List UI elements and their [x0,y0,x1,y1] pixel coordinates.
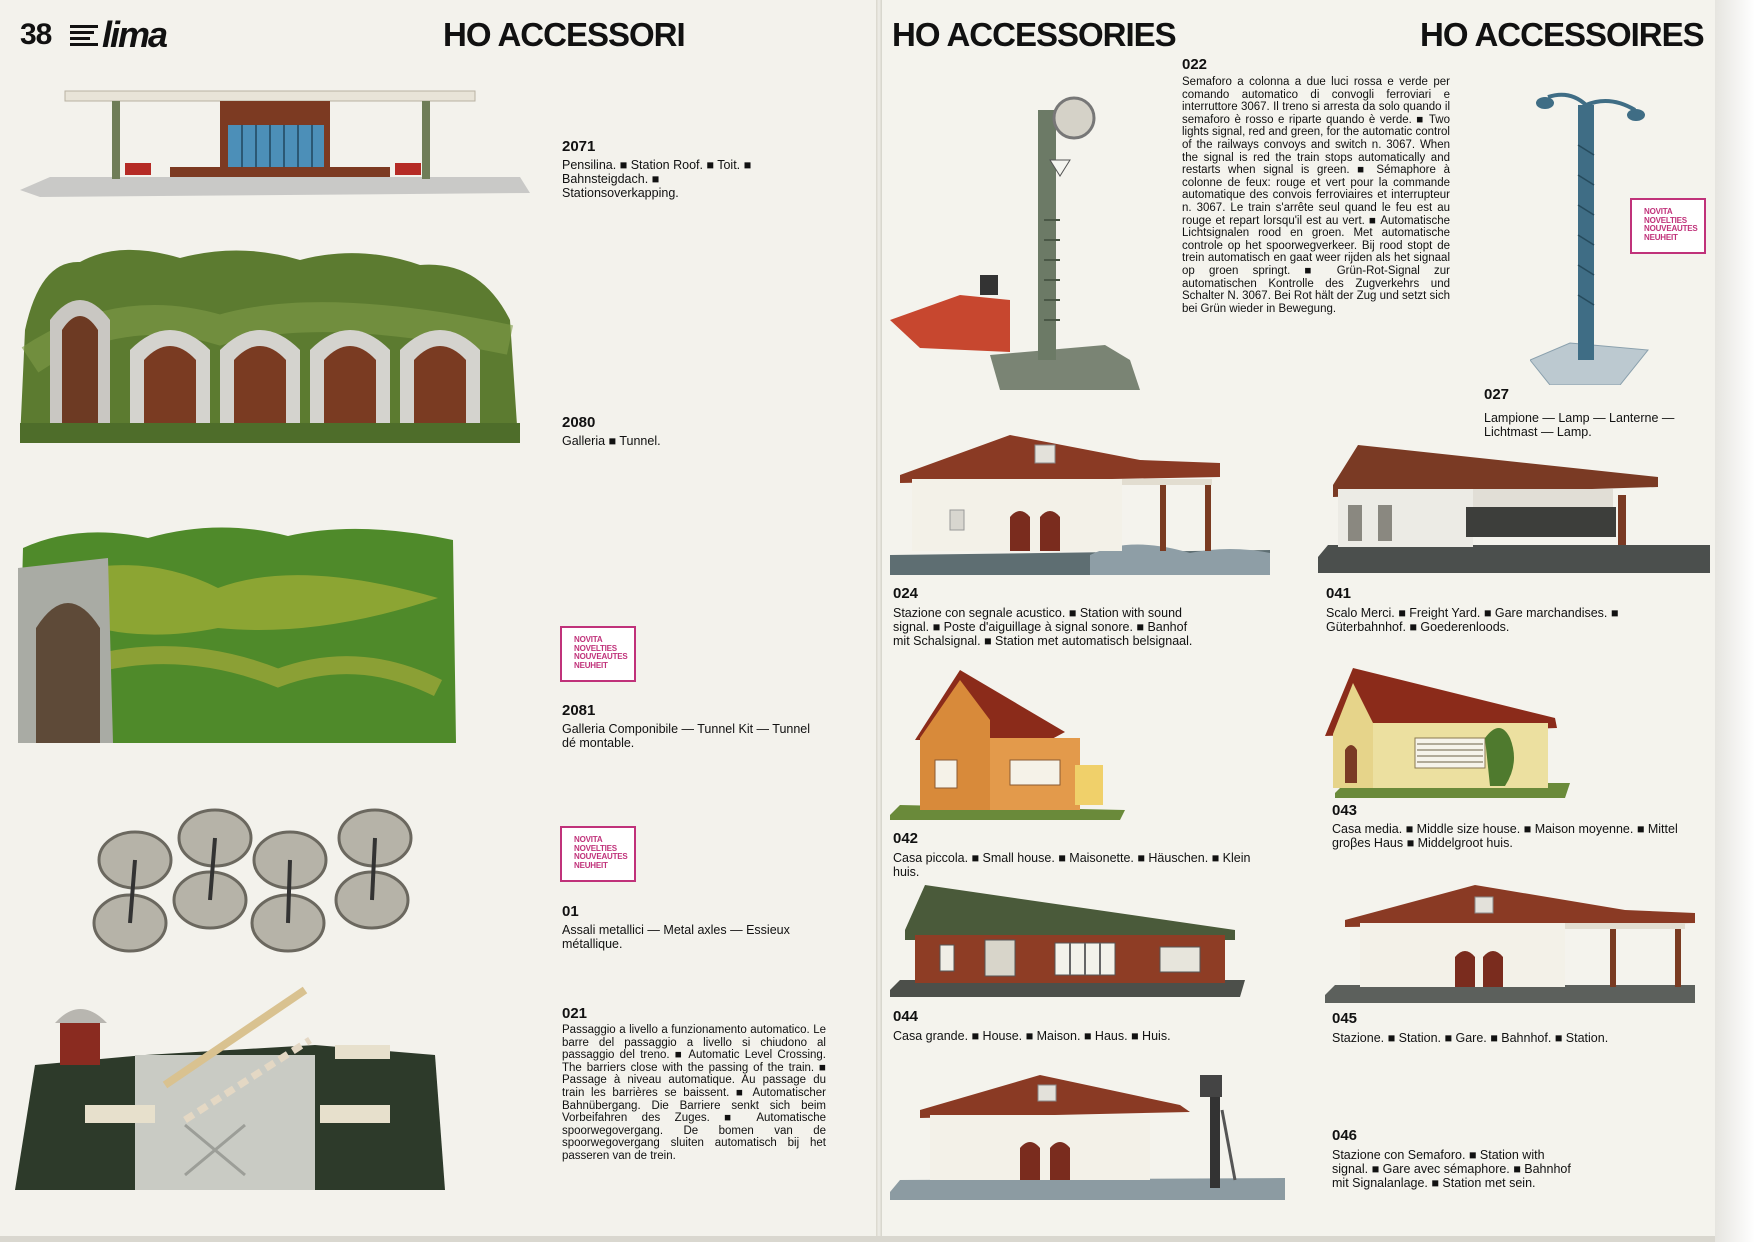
product-code-022: 022 [1182,56,1208,73]
product-image-2071 [20,85,530,200]
product-code-043: 043 [1332,802,1358,819]
product-desc-022: Semaforo a colonna a due luci rossa e verde per comando automatico di convogli ferroviari e interruttore 3067. Il treno si arresta da solo quando il semaforo è rosso e riparte quando è verde. ■ Two lights signal, red and green, for the automatic control of the railways convoys and switch n. 3067. When the signal is red the train stops automatically and restarts when signal is green. ■ Sémaphore à colonne de feux: rouge et vert pour la commande automatique des convois ferroviaires et interrupteur n. 3067. Le train s'arrête seul quand le feu est au rouge et repart lorsqu'il est au vert. ■ Automatische Lichtsignalen rood en groen. Met automatische controle op het spoorwegverkeer. Bij rood stopt de trein automatisch en gaat weer rijden als het signaal op groen springt. ■ Grün-Rot-Signal zur automatischen Kontrolle des Zugverkehrs und Schalter N. 3067. Bei Rot hält der Zug und setzt sich bei Grün wieder in Bewegung. [1182,76,1450,315]
product-desc-044: Casa grande. ■ House. ■ Maison. ■ Haus. ■ Huis. [893,1029,1171,1043]
heading-english: HO ACCESSORIES [892,16,1176,53]
product-code-042: 042 [893,830,919,847]
product-image-024 [890,435,1270,580]
product-desc-041: Scalo Merci. ■ Freight Yard. ■ Gare marchandises. ■ Güterbahnhof. ■ Goederenloods. [1326,606,1619,634]
product-image-042 [890,670,1130,820]
product-code-021: 021 [562,1005,588,1022]
product-code-2081: 2081 [562,702,596,719]
product-desc-2080: Galleria ■ Tunnel. [562,434,661,448]
product-code-01: 01 [562,903,579,920]
heading-french: HO ACCESSOIRES [1420,16,1704,53]
product-image-2080 [20,240,520,445]
product-image-01 [90,808,420,958]
product-desc-046: Stazione con Semaforo. ■ Station with signal. ■ Gare avec sémaphore. ■ Bahnhof mit Signalanlage. ■ Station met sein. [1332,1148,1571,1190]
lima-logo-text: lima [102,14,167,55]
product-desc-024: Stazione con segnale acustico. ■ Station with sound signal. ■ Poste d'aiguillage à signal sonore. ■ Banhof mit Schalsignal. ■ Station met automatisch belsignaal. [893,606,1193,648]
novelty-badge-2081: NOVITA NOVELTIES NOUVEAUTES NEUHEIT [560,626,636,682]
product-desc-042: Casa piccola. ■ Small house. ■ Maisonette. ■ Häuschen. ■ Klein huis. [893,851,1251,879]
product-image-2081 [18,518,458,750]
page-gutter [876,0,882,1242]
novelty-badge-027: NOVITA NOVELTIES NOUVEAUTES NEUHEIT [1630,198,1706,254]
product-desc-021: Passaggio a livello a funzionamento automatico. Le barre del passaggio a livello si chiudono al passaggio del treno. ■ Automatic Level Crossing. The barriers close with the passing of the train. ■ Passage à niveau automatique. Au passage du train les barrières se baissent. ■ Automatischer Bahnübergang. Die Barriere senkt sich beim Vorbeifahren des Zuges. ■ Automatische spoorwegovergang. De bomen van de spoorwegovergang sluiten automatisch bij het passeren van de trein. [562,1024,826,1162]
product-image-043 [1325,668,1575,798]
novelty-badge-01: NOVITA NOVELTIES NOUVEAUTES NEUHEIT [560,826,636,882]
product-desc-045: Stazione. ■ Station. ■ Gare. ■ Bahnhof. ■ Station. [1332,1031,1609,1045]
lima-logo [70,14,167,55]
page-edge [1715,0,1755,1242]
product-code-2080: 2080 [562,414,596,431]
product-image-041 [1318,445,1710,577]
product-code-044: 044 [893,1008,919,1025]
product-image-045 [1325,885,1695,1005]
product-desc-01: Assali metallici — Metal axles — Essieux métallique. [562,923,790,951]
product-code-046: 046 [1332,1127,1358,1144]
product-image-044 [890,885,1245,1000]
lima-logo-mark-icon [70,23,98,47]
product-desc-2081: Galleria Componibile — Tunnel Kit — Tunnel dé montable. [562,722,811,750]
heading-italian: HO ACCESSORI [443,16,685,53]
product-desc-027: Lampione — Lamp — Lanterne — Lichtmast — Lamp. [1484,411,1675,439]
product-code-024: 024 [893,585,919,602]
product-code-2071: 2071 [562,138,596,155]
page-number: 38 [20,18,52,51]
product-code-041: 041 [1326,585,1352,602]
product-code-045: 045 [1332,1010,1358,1027]
product-desc-2071: Pensilina. ■ Station Roof. ■ Toit. ■ Bahnsteigdach. ■ Stationsoverkapping. [562,158,752,200]
bottom-edge [0,1236,1715,1242]
product-image-022 [890,90,1170,390]
product-image-046 [890,1070,1285,1200]
product-desc-043: Casa media. ■ Middle size house. ■ Maison moyenne. ■ Mittel groβes Haus ■ Middelgroot huis. [1332,822,1678,850]
product-image-021 [15,985,445,1195]
product-code-027: 027 [1484,386,1510,403]
